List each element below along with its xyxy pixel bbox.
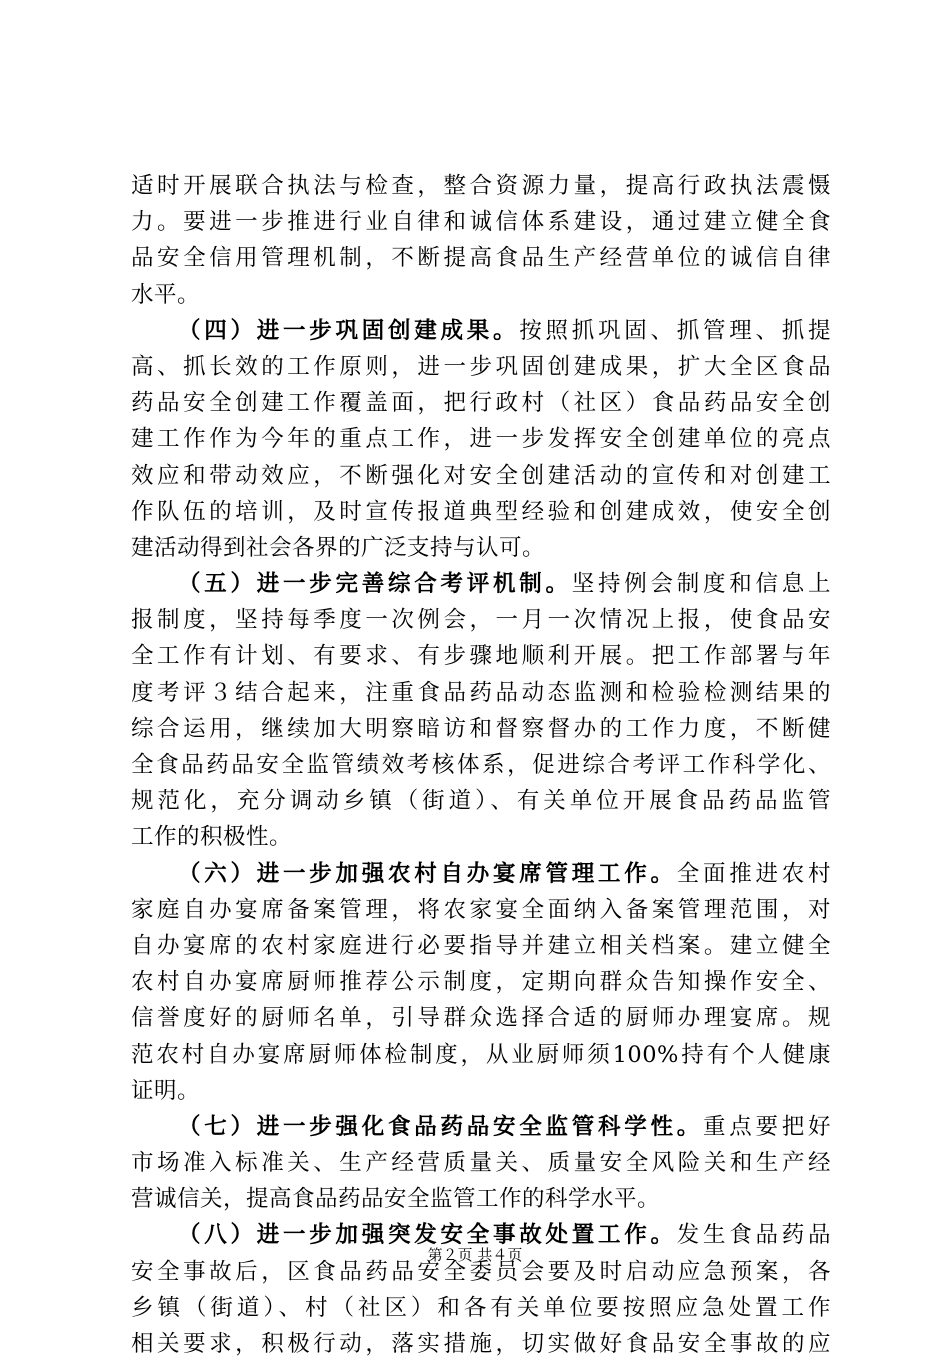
section-heading: （四）进一步巩固创建成果。 bbox=[178, 317, 520, 344]
text-run: 全面推进农村 bbox=[676, 860, 831, 887]
paragraph bbox=[131, 313, 831, 566]
paragraph bbox=[131, 566, 831, 856]
text-line: 农村自办宴席厨师推荐公示制度，定期向群众告知操作安全、 bbox=[131, 969, 831, 996]
text-run: 按照抓巩固、抓管理、抓提 bbox=[519, 317, 831, 344]
section-heading: （八）进一步加强突发安全事故处置工作。 bbox=[178, 1222, 677, 1249]
text-line: 乡镇（街道）、村（社区）和各有关单位要按照应急处置工作 bbox=[131, 1294, 831, 1321]
text-line: 相关要求，积极行动，落实措施，切实做好食品安全事故的应 bbox=[131, 1331, 831, 1357]
text-line: 水平。 bbox=[131, 281, 201, 308]
page-number-footer: 第２页 共４页 bbox=[427, 1246, 523, 1264]
section-heading: （五）进一步完善综合考评机制。 bbox=[178, 571, 572, 598]
text-line: 建活动得到社会各界的广泛支持与认可。 bbox=[131, 534, 546, 561]
paragraph bbox=[131, 856, 831, 1109]
text-line bbox=[131, 313, 831, 349]
document-body bbox=[131, 168, 831, 1362]
text-line: 作队伍的培训，及时宣传报道典型经验和创建成效，使安全创 bbox=[131, 498, 831, 525]
text-line: 市场准入标准关、生产经营质量关、质量安全风险关和生产经 bbox=[131, 1150, 831, 1177]
paragraph bbox=[131, 1109, 831, 1218]
section-heading: （六）进一步加强农村自办宴席管理工作。 bbox=[178, 860, 677, 887]
text-run: 发生食品药品 bbox=[676, 1222, 831, 1249]
text-line: 规范化，充分调动乡镇（街道）、有关单位开展食品药品监管 bbox=[131, 788, 831, 815]
text-line: 营诚信关，提高食品药品安全监管工作的科学水平。 bbox=[131, 1186, 661, 1213]
text-line: 度考评３结合起来，注重食品药品动态监测和检验检测结果的 bbox=[131, 679, 831, 706]
text-line: 效应和带动效应，不断强化对安全创建活动的宣传和对创建工 bbox=[131, 462, 831, 489]
paragraph bbox=[131, 1217, 831, 1362]
text-line bbox=[131, 1109, 831, 1145]
text-line bbox=[131, 566, 831, 602]
section-heading: （七）进一步强化食品药品安全监管科学性。 bbox=[178, 1113, 703, 1140]
text-line: 高、抓长效的工作原则，进一步巩固创建成果，扩大全区食品 bbox=[131, 353, 831, 380]
text-line: 证明。 bbox=[131, 1077, 201, 1104]
text-line: 全食品药品安全监管绩效考核体系，促进综合考评工作科学化、 bbox=[131, 752, 831, 778]
text-line: 药品安全创建工作覆盖面，把行政村（社区）食品药品安全创 bbox=[131, 390, 831, 417]
text-line: 报制度，坚持每季度一次例会，一月一次情况上报，使食品安 bbox=[131, 607, 831, 634]
text-line: 自办宴席的农村家庭进行必要指导并建立相关档案。建立健全 bbox=[131, 932, 831, 959]
text-line: 力。要进一步推进行业自律和诚信体系建设，通过建立健全食 bbox=[131, 209, 831, 236]
text-run: 坚持例会制度和信息上 bbox=[571, 571, 831, 598]
text-line bbox=[131, 856, 831, 892]
text-line: 建工作作为今年的重点工作，进一步发挥安全创建单位的亮点 bbox=[131, 426, 831, 453]
text-line: 品安全信用管理机制，不断提高食品生产经营单位的诚信自律 bbox=[131, 245, 831, 272]
paragraph bbox=[131, 168, 831, 313]
text-line: 家庭自办宴席备案管理，将农家宴全面纳入备案管理范围，对 bbox=[131, 896, 831, 923]
text-line: 适时开展联合执法与检查，整合资源力量，提高行政执法震慑 bbox=[131, 173, 831, 199]
text-line: 全工作有计划、有要求、有步骤地顺利开展。把工作部署与年 bbox=[131, 643, 831, 670]
text-line: 信誉度好的厨师名单，引导群众选择合适的厨师办理宴席。规 bbox=[131, 1005, 831, 1032]
text-run: 重点要把好 bbox=[702, 1113, 831, 1140]
text-line: 范农村自办宴席厨师体检制度，从业厨师须100%持有个人健康 bbox=[131, 1041, 831, 1068]
text-line: 综合运用，继续加大明察暗访和督察督办的工作力度，不断健 bbox=[131, 715, 831, 742]
text-line: 工作的积极性。 bbox=[131, 824, 293, 851]
text-line: 安全事故后，区食品药品安全委员会要及时启动应急预案，各 bbox=[131, 1258, 831, 1285]
